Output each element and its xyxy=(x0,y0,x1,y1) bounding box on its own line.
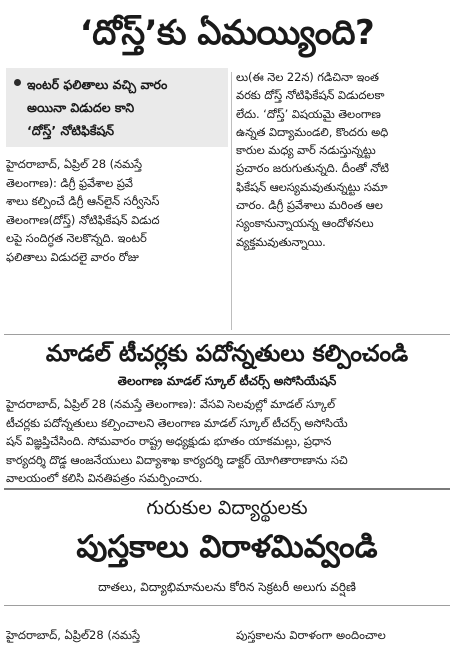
story2-headline: మాడల్ టీచర్లకు పదోన్నతులు కల్పించండి xyxy=(45,341,409,367)
bullet-icon xyxy=(14,79,21,86)
story2-subheadline: తెలంగాణ మాడల్ స్కూల్ టీచర్స్ అసోసియేషన్ xyxy=(117,374,337,388)
story1-headline: ‘దోస్త్’కు ఏమయ్యింది? xyxy=(79,13,375,53)
story1-right-column xyxy=(236,68,448,251)
story1-left-column xyxy=(6,68,228,267)
story3-rule xyxy=(4,605,450,606)
story3-kicker: గురుకుల విద్యార్థులకు xyxy=(146,497,308,519)
story1-summary-box xyxy=(6,68,228,147)
story2-body: హైదరాబాద్, ఏప్రిల్ 28 (నమస్తే తెలంగాణ): వేసవి సెలవుల్లో మాడల్ స్కూల్ టీచర్లకు పదోన్నతులు కల్పించాలని తెలంగాణ మాడల్ స్కూల్ టీచర్స్ అసోసియే షన్ విజ్ఞప్తిచేసింది. సోమవారం రాష్ట్ర అధ్యక్షుడు భూతం యాకమల్లు, ప్రధాన కార్యదర్శి దొడ్డ ఆంజనేయులు విద్యాశాఖ కార్యదర్శి డాక్టర్ యోగితారాణాను సచి వాలయంలో కలిసి వినతిపత్రం సమర్పించారు. xyxy=(6,397,348,486)
story1-body-left: హైదరాబాద్, ఏప్రిల్ 28 (నమస్తే తెలంగాణ): డిగ్రీ ఫ్రవేశాల ప్రవే శాలు కల్పించే డిగ్రీ ఆన్‌లైన్ సర్వీసెస్ తెలంగాణ(దోస్త్) నోటిఫికేషన్ విడుద లపై సందిగ్ధత నెలకొన్నది. ఇంటర్ ఫలితాలు విడుదలై వారం రోజు xyxy=(6,157,160,264)
story3-body-right: పుస్తకాలను విరాళంగా అందించాల xyxy=(236,628,386,642)
story-separator xyxy=(4,488,450,490)
story1-summary: ఇంటర్ ఫలితాలు వచ్చి వారం అయినా విడుదల కాని ‘దోస్త్’ నోటిఫికేషన్ xyxy=(27,77,168,138)
story3-body-left: హైదరాబాద్, ఏప్రిల్28 (నమస్తే xyxy=(6,628,141,642)
story1-body-right: లు(ఈ నెల 22న) గడిచినా ఇంత వరకు దోస్త్ నోటిఫికేషన్ విడుదలకా లేదు. ‘దోస్త్’ విషయమై తెలంగాణ ఉన్నత విద్యామండలి, కొందరు అధి కారుల మధ్య వార్ నడుస్తున్నట్టు ప్రచారం జరుగుతున్నది. దీంతో నోటి ఫికేషన్ ఆలస్యమవుతున్నట్టు సమా చారం. డిగ్రీ ప్రవేశాలు మరింత ఆల స్యంకానున్నాయన్న ఆందోళనలు వ్యక్తమవుతున్నాయి. xyxy=(236,70,389,249)
story3-headline: పుస్తకాలు విరాళమివ్వండి xyxy=(76,529,378,565)
story-separator xyxy=(4,334,450,335)
column-divider xyxy=(231,72,232,330)
story3-subheadline: దాతలు, విద్యాభిమానులను కోరిన సెక్రటరీ అలుగు వర్షిణి xyxy=(98,580,356,594)
